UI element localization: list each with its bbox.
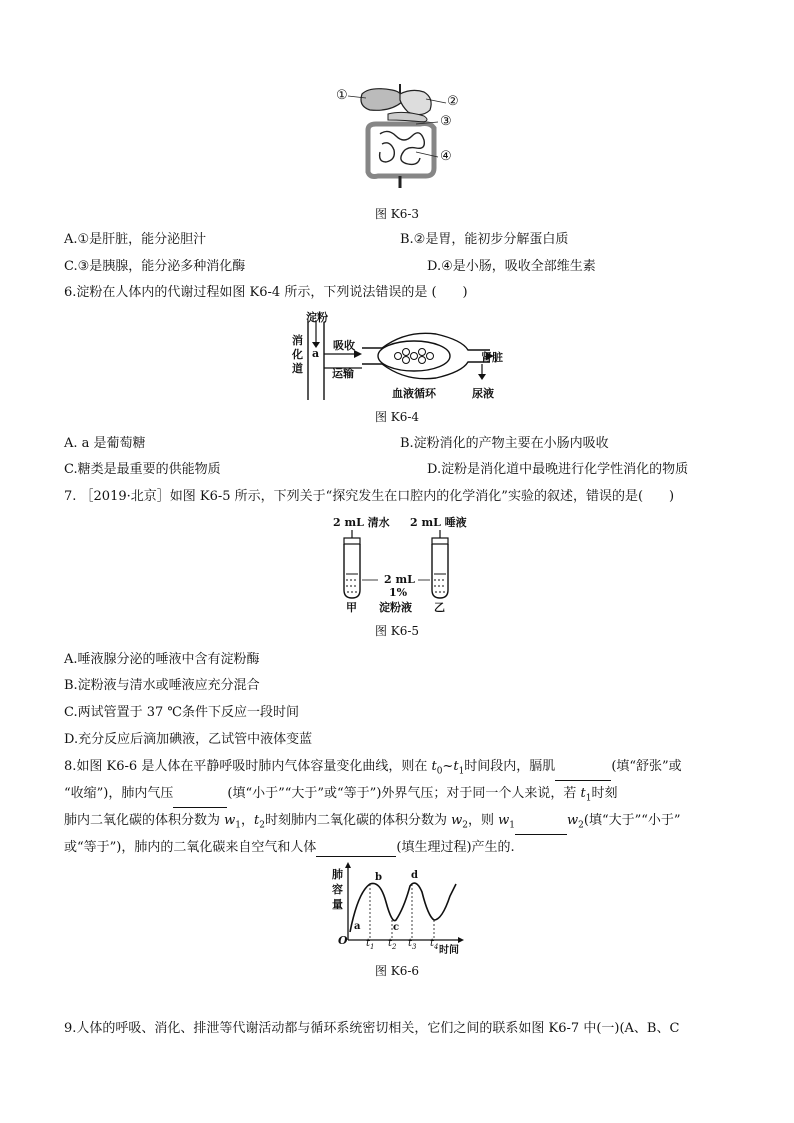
- tick-t3: $t_3$: [408, 938, 417, 951]
- q6-option-d: D.淀粉是消化道中最晚进行化学性消化的物质: [427, 462, 689, 477]
- label-absorb: 吸收: [333, 339, 355, 352]
- q8-line-1: 8.如图 K6-6 是人体在平静呼吸时肺内气体容量变化曲线，则在 $t_0\sim t_1$时间段内，膈肌 (填“舒张”或: [64, 758, 682, 781]
- q6-option-b: B.淀粉消化的产物主要在小肠内吸收: [400, 436, 609, 451]
- label-2: ②: [447, 94, 459, 109]
- label-3: ③: [440, 114, 452, 129]
- label-a: a: [312, 347, 320, 360]
- q5-option-a: A.①是肝脏，能分泌胆汁: [64, 232, 207, 247]
- label-starch: 淀粉: [306, 311, 328, 324]
- q7-option-c: C.两试管置于 37 ℃条件下反应一段时间: [64, 705, 299, 720]
- label-1: ①: [336, 88, 348, 103]
- point-a: a: [354, 921, 361, 932]
- blank-2[interactable]: [173, 794, 227, 808]
- label-saliva: 2 mL 唾液: [410, 516, 467, 529]
- label-water: 2 mL 清水: [333, 516, 390, 529]
- label-urine: 尿液: [472, 387, 494, 400]
- label-kidney: 肾脏: [481, 351, 503, 364]
- q5-option-d: D.④是小肠，吸收全部维生素: [427, 259, 596, 274]
- tick-t1: $t_1$: [366, 938, 375, 951]
- point-b: b: [375, 872, 382, 883]
- tick-t4: $t_4$: [430, 938, 439, 951]
- label-4: ④: [440, 149, 452, 164]
- q5-option-c: C.③是胰腺，能分泌多种消化酶: [64, 259, 246, 274]
- label-starch-solution: 淀粉液: [379, 601, 412, 614]
- y-label-1: 肺: [332, 868, 343, 881]
- point-c: c: [393, 922, 400, 933]
- tick-t2: $t_2$: [388, 938, 397, 951]
- q6-stem: 6.淀粉在人体内的代谢过程如图 K6-4 所示，下列说法错误的是 ( ): [64, 285, 468, 300]
- label-tract-2: 化: [292, 348, 303, 361]
- origin-label: O: [338, 934, 348, 947]
- label-tube-yi: 乙: [434, 601, 445, 614]
- q9-stem: 9.人体的呼吸、消化、排泄等代谢活动都与循环系统密切相关，它们之间的联系如图 K6-7 中(一)(A、B、C: [64, 1021, 680, 1036]
- figure-caption-k6-4: 图 K6-4: [374, 410, 420, 424]
- q7-option-b: B.淀粉液与清水或唾液应充分混合: [64, 678, 260, 693]
- q6-option-c: C.糖类是最重要的供能物质: [64, 462, 221, 477]
- q7-option-d: D.充分反应后滴加碘液，乙试管中液体变蓝: [64, 732, 313, 747]
- label-circulation: 血液循环: [392, 387, 436, 400]
- figure-caption-k6-6: 图 K6-6: [374, 964, 420, 978]
- blank-4[interactable]: [316, 843, 396, 857]
- q8-line-4: 或“等于”)，肺内的二氧化碳来自空气和人体 (填生理过程)产生的.: [64, 840, 515, 855]
- label-tract-3: 道: [292, 362, 303, 375]
- q8-line-2: “收缩”)，肺内气压 (填“小于”“大于”或“等于”)外界气压；对于同一个人来说，若 $t_1$时刻: [64, 785, 618, 808]
- q6-option-a: A. a 是葡萄糖: [64, 436, 146, 451]
- label-starch-percent: 1%: [389, 586, 408, 599]
- q5-option-b: B.②是胃，能初步分解蛋白质: [400, 232, 569, 247]
- label-transport: 运输: [332, 367, 354, 380]
- label-starch-volume: 2 mL: [384, 573, 415, 586]
- y-label-3: 量: [332, 898, 343, 911]
- x-axis-label: 时间: [439, 945, 459, 956]
- figure-caption-k6-3: 图 K6-3: [374, 207, 420, 221]
- q7-option-a: A.唾液腺分泌的唾液中含有淀粉酶: [64, 652, 260, 667]
- label-tract-1: 消: [292, 334, 303, 347]
- label-tube-jia: 甲: [346, 601, 357, 614]
- y-label-2: 容: [332, 883, 343, 896]
- point-d: d: [411, 870, 418, 881]
- figure-caption-k6-5: 图 K6-5: [374, 624, 420, 638]
- q8-line-3: 肺内二氧化碳的体积分数为 $w_1$，$t_2$时刻肺内二氧化碳的体积分数为 $w_2$，则 $w_1$ $w_2$(填“大于”“小于”: [64, 812, 681, 835]
- label-leader-lines: [346, 90, 456, 170]
- blank-1[interactable]: [555, 767, 611, 781]
- blank-3[interactable]: [515, 821, 567, 835]
- q7-stem: 7. ［2019·北京］如图 K6-5 所示，下列关于“探究发生在口腔内的化学消化”实验的叙述，错误的是( ): [64, 489, 675, 504]
